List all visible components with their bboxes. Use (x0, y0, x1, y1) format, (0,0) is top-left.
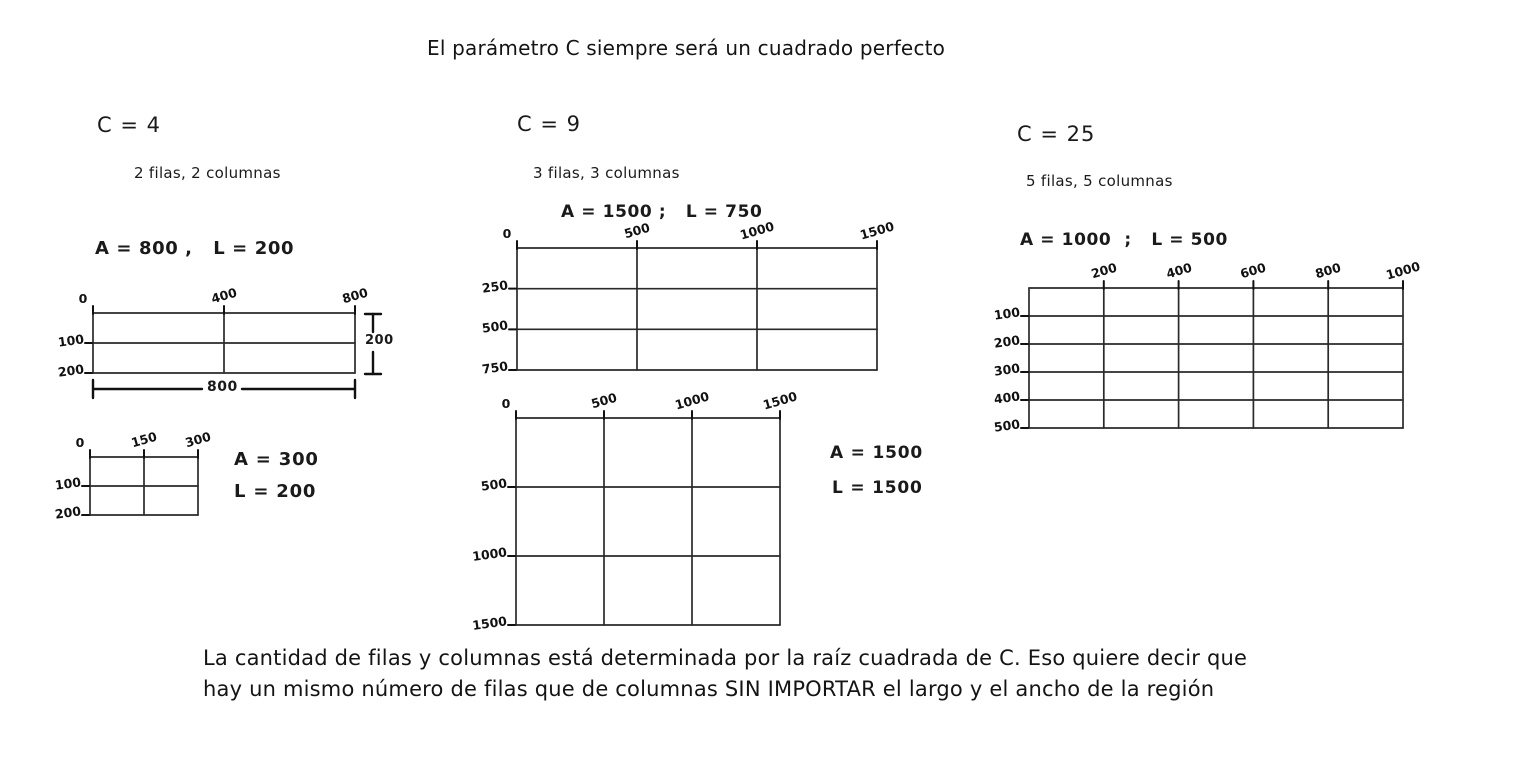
y-tick-label: 250 (480, 276, 509, 296)
c4-params-label: A = 800 , L = 200 (95, 238, 295, 259)
y-tick-label: 100 (56, 331, 85, 350)
c9-square-area-label: A = 1500 (830, 443, 923, 463)
y-tick-label: 500 (992, 416, 1021, 435)
y-tick-label: 300 (992, 360, 1021, 379)
page-title: El parámetro C siempre será un cuadrado perfecto (427, 36, 946, 60)
c25-params-label: A = 1000 ; L = 500 (1020, 230, 1228, 250)
x-tick-label: 1000 (673, 388, 711, 413)
y-tick-label: 1000 (471, 544, 508, 564)
x-tick-label: 1000 (1384, 258, 1422, 283)
c9-params-label: A = 1500 ; L = 750 (561, 202, 763, 222)
c4-dims-label: 2 filas, 2 columnas (134, 164, 281, 182)
y-tick-label: 400 (992, 388, 1021, 407)
x-tick-label: 500 (622, 219, 652, 242)
x-tick-label: 1500 (858, 218, 896, 243)
c4-value-label: C = 4 (97, 113, 161, 137)
x-tick-label: 600 (1238, 259, 1268, 282)
y-tick-label: 200 (56, 361, 85, 380)
c4-small-length-label: L = 200 (234, 481, 317, 502)
x-tick-label: 0 (75, 435, 85, 450)
x-tick-label: 800 (340, 284, 370, 307)
y-tick-label: 100 (992, 304, 1021, 323)
c9-value-label: C = 9 (517, 112, 581, 136)
x-tick-label: 150 (129, 428, 159, 451)
x-tick-label: 400 (209, 284, 239, 307)
c9-square-length-label: L = 1500 (832, 478, 923, 498)
y-tick-label: 200 (992, 332, 1021, 351)
y-tick-label: 100 (53, 474, 82, 493)
y-tick-label: 500 (479, 475, 508, 494)
x-tick-label: 1500 (761, 388, 799, 413)
x-tick-label: 0 (501, 396, 511, 411)
y-tick-label: 500 (480, 317, 509, 337)
x-tick-label: 500 (589, 389, 619, 412)
c4-small-area-label: A = 300 (234, 449, 319, 470)
width-dimension-label: 800 (207, 379, 238, 395)
x-tick-label: 0 (502, 226, 512, 241)
y-tick-label: 750 (480, 358, 509, 377)
c25-dims-label: 5 filas, 5 columnas (1026, 172, 1173, 190)
footer-text-line2: hay un mismo número de filas que de columnas SIN IMPORTAR el largo y el ancho de la región (203, 677, 1215, 701)
x-tick-label: 200 (1089, 259, 1119, 282)
x-tick-label: 0 (78, 291, 88, 306)
footer-text-line1: La cantidad de filas y columnas está determinada por la raíz cuadrada de C. Eso quiere decir que (203, 646, 1248, 670)
y-tick-label: 1500 (471, 613, 508, 633)
x-tick-label: 400 (1163, 259, 1194, 282)
x-tick-label: 300 (183, 428, 213, 451)
y-tick-label: 200 (53, 503, 82, 522)
x-tick-label: 1000 (738, 218, 776, 243)
c25-value-label: C = 25 (1017, 122, 1096, 146)
c9-dims-label: 3 filas, 3 columnas (533, 164, 680, 182)
height-dimension-label: 200 (365, 333, 394, 348)
x-tick-label: 800 (1313, 259, 1343, 282)
